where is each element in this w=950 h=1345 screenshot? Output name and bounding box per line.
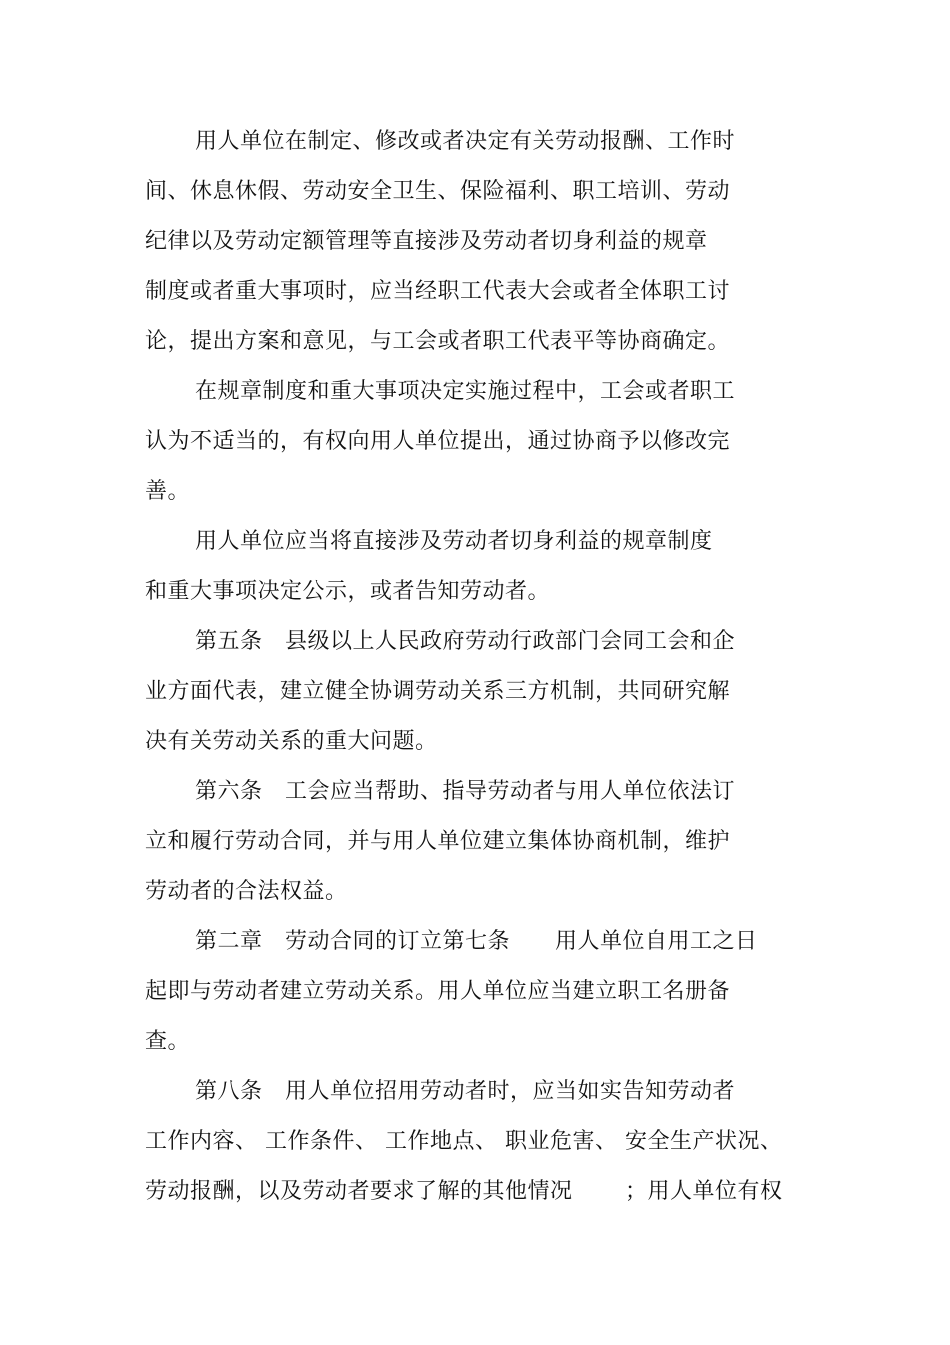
text-line: 纪律以及劳动定额管理等直接涉及劳动者切身利益的规章: [145, 229, 708, 254]
text-line: 劳动报酬，以及劳动者要求了解的其他情况 ；用人单位有权: [145, 1179, 783, 1204]
text-line: 起即与劳动者建立劳动关系。用人单位应当建立职工名册备: [145, 979, 731, 1004]
text-line: 用人单位在制定、修改或者决定有关劳动报酬、工作时: [195, 129, 736, 154]
text-line: 用人单位应当将直接涉及劳动者切身利益的规章制度: [195, 529, 713, 554]
text-line: 认为不适当的，有权向用人单位提出，通过协商予以修改完: [145, 429, 731, 454]
text-line: 查。: [145, 1029, 191, 1054]
text-line: 劳动者的合法权益。: [145, 879, 348, 904]
text-line: 在规章制度和重大事项决定实施过程中，工会或者职工: [195, 379, 736, 404]
text-line: 间、休息休假、劳动安全卫生、保险福利、职工培训、劳动: [145, 179, 731, 204]
article-8-line: 第八条 用人单位招用劳动者时，应当如实告知劳动者: [195, 1079, 736, 1104]
text-line: 论，提出方案和意见，与工会或者职工代表平等协商确定。: [145, 329, 731, 354]
text-line: 决有关劳动关系的重大问题。: [145, 729, 438, 754]
text-line: 业方面代表，建立健全协调劳动关系三方机制，共同研究解: [145, 679, 731, 704]
article-6-line: 第六条 工会应当帮助、指导劳动者与用人单位依法订: [195, 779, 736, 804]
chapter-2-line: 第二章 劳动合同的订立第七条 用人单位自用工之日: [195, 929, 758, 954]
text-line: 工作内容、 工作条件、 工作地点、 职业危害、 安全生产状况、: [145, 1129, 783, 1154]
text-line: 善。: [145, 479, 191, 504]
text-line: 制度或者重大事项时，应当经职工代表大会或者全体职工讨: [145, 279, 731, 304]
article-5-line: 第五条 县级以上人民政府劳动行政部门会同工会和企: [195, 629, 736, 654]
text-line: 和重大事项决定公示，或者告知劳动者。: [145, 579, 551, 604]
text-line: 立和履行劳动合同，并与用人单位建立集体协商机制，维护: [145, 829, 731, 854]
